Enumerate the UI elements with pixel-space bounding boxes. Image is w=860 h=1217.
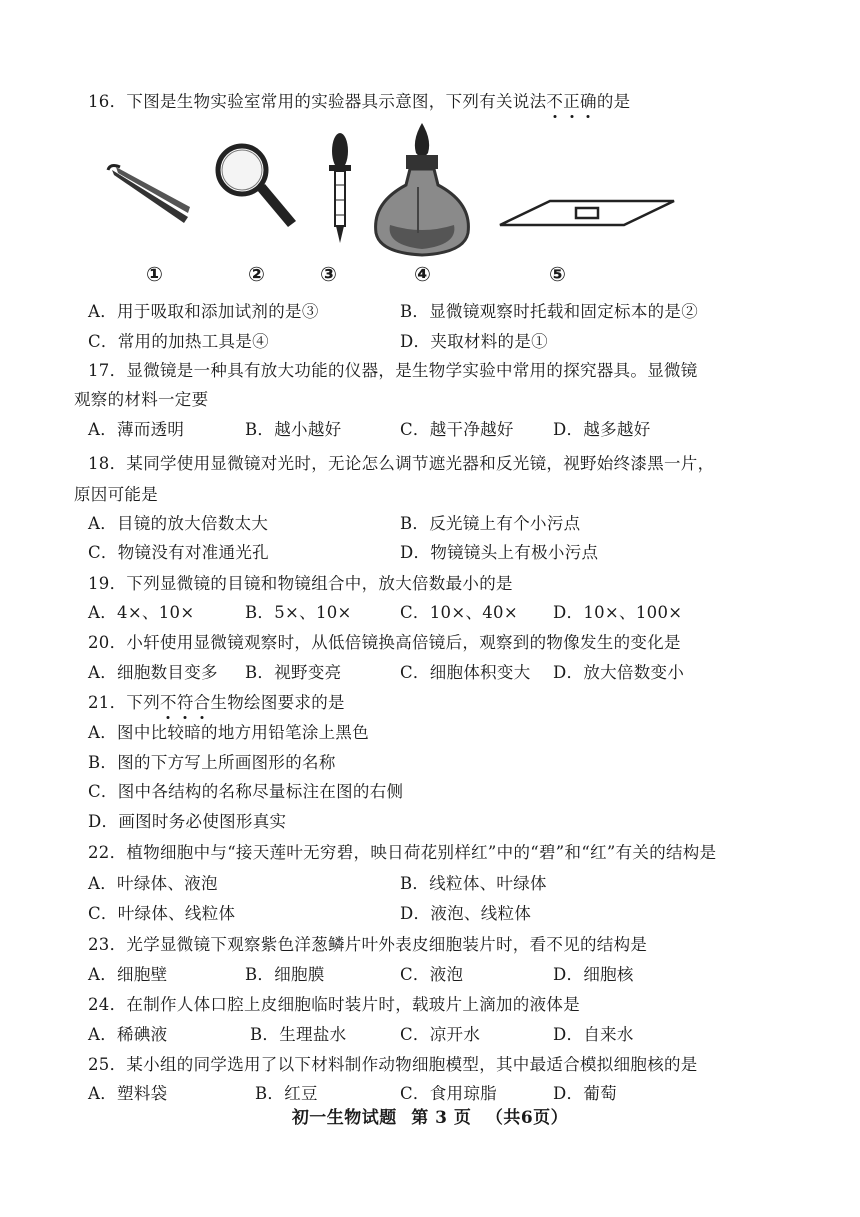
q21-stem-prefix: 21．下列 (88, 693, 160, 712)
q17-option-c[interactable]: C．越干净越好 (400, 420, 514, 439)
q21-option-c[interactable]: C．图中各结构的名称尽量标注在图的右侧 (88, 782, 404, 801)
q20-stem: 20．小轩使用显微镜观察时，从低倍镜换高倍镜后，观察到的物像发生的变化是 (88, 633, 681, 652)
q24-option-a[interactable]: A．稀碘液 (88, 1025, 168, 1044)
q20-option-b[interactable]: B．视野变亮 (245, 663, 342, 682)
q19-option-c[interactable]: C．10×、40× (400, 603, 518, 622)
footer-page: 第 3 页 (411, 1108, 472, 1128)
q24-stem: 24．在制作人体口腔上皮细胞临时装片时，载玻片上滴加的液体是 (88, 995, 580, 1014)
q19-option-d[interactable]: D．10×、100× (553, 603, 683, 622)
q21-option-a[interactable]: A．图中比较暗的地方用铅笔涂上黑色 (88, 723, 370, 742)
slide-icon (500, 201, 674, 225)
q24-option-b[interactable]: B．生理盐水 (250, 1025, 347, 1044)
q25-option-c[interactable]: C．食用琼脂 (400, 1084, 497, 1103)
q20-option-a[interactable]: A．细胞数目变多 (88, 663, 218, 682)
q16-stem-suffix: 的是 (596, 92, 631, 111)
alcohol-lamp-icon (376, 123, 469, 255)
figure-label-4: ④ (414, 262, 431, 286)
q16-option-c[interactable]: C．常用的加热工具是④ (88, 332, 269, 351)
q16-option-b[interactable]: B．显微镜观察时托载和固定标本的是② (400, 302, 699, 321)
q17-stem-line-1: 17．显微镜是一种具有放大功能的仪器，是生物学实验中常用的探究器具。显微镜 (88, 361, 698, 380)
q21-emphasis (160, 693, 210, 712)
q23-option-d[interactable]: D．细胞核 (553, 965, 634, 984)
q22-option-a[interactable]: A．叶绿体、液泡 (88, 874, 218, 893)
q24-option-d[interactable]: D．自来水 (553, 1025, 634, 1044)
q18-stem-line-1: 18．某同学使用显微镜对光时，无论怎么调节遮光器和反光镜，视野始终漆黑一片， (88, 454, 715, 473)
q21-emph-char-2: 符 (177, 689, 194, 713)
q18-option-a[interactable]: A．目镜的放大倍数太大 (88, 514, 269, 533)
q20-option-d[interactable]: D．放大倍数变小 (553, 663, 685, 682)
q18-option-b[interactable]: B．反光镜上有个小污点 (400, 514, 581, 533)
q19-stem: 19．下列显微镜的目镜和物镜组合中，放大倍数最小的是 (88, 574, 513, 593)
q25-option-b[interactable]: B．红豆 (255, 1084, 318, 1103)
q16-option-d[interactable]: D．夹取材料的是① (400, 332, 548, 351)
lab-equipment-figure (100, 115, 700, 290)
q21-option-d[interactable]: D．画图时务必使图形真实 (88, 812, 287, 831)
q25-option-d[interactable]: D．葡萄 (553, 1084, 617, 1103)
q18-option-d[interactable]: D．物镜镜头上有极小污点 (400, 543, 599, 562)
tweezers-icon (108, 166, 190, 223)
footer-subject: 初一生物试题 (291, 1108, 397, 1128)
q22-option-d[interactable]: D．液泡、线粒体 (400, 904, 532, 923)
q17-stem-line-2: 观察的材料一定要 (74, 390, 209, 409)
q23-option-a[interactable]: A．细胞壁 (88, 965, 168, 984)
figure-label-5: ⑤ (549, 262, 566, 286)
q16-emphasis (546, 92, 596, 111)
q16-emph-char-3: 确 (580, 88, 597, 112)
dropper-icon (329, 133, 351, 243)
q24-option-c[interactable]: C．凉开水 (400, 1025, 481, 1044)
q21-emph-char-1: 不 (160, 689, 177, 713)
question-16-stem (88, 88, 630, 112)
magnifier-icon (218, 146, 296, 227)
q18-option-c[interactable]: C．物镜没有对准通光孔 (88, 543, 269, 562)
figure-label-3: ③ (320, 262, 337, 286)
q17-option-b[interactable]: B．越小越好 (245, 420, 342, 439)
q17-option-a[interactable]: A．薄而透明 (88, 420, 185, 439)
q19-option-b[interactable]: B．5×、10× (245, 603, 352, 622)
q21-emph-char-3: 合 (194, 689, 211, 713)
q23-stem: 23．光学显微镜下观察紫色洋葱鳞片叶外表皮细胞装片时，看不见的结构是 (88, 935, 648, 954)
q25-option-a[interactable]: A．塑料袋 (88, 1084, 168, 1103)
q21-stem-suffix: 生物绘图要求的是 (210, 693, 345, 712)
q21-stem (88, 689, 345, 713)
page-footer (0, 1103, 860, 1128)
q16-option-a[interactable]: A．用于吸取和添加试剂的是③ (88, 302, 319, 321)
figure-label-2: ② (248, 262, 265, 286)
q22-option-b[interactable]: B．线粒体、叶绿体 (400, 874, 547, 893)
q23-option-b[interactable]: B．细胞膜 (245, 965, 325, 984)
q22-option-c[interactable]: C．叶绿体、线粒体 (88, 904, 236, 923)
q16-emph-char-2: 正 (563, 88, 580, 112)
q20-option-c[interactable]: C．细胞体积变大 (400, 663, 531, 682)
q18-stem-line-2: 原因可能是 (74, 485, 158, 504)
q23-option-c[interactable]: C．液泡 (400, 965, 464, 984)
q16-stem-prefix: 16．下图是生物实验室常用的实验器具示意图，下列有关说法 (88, 92, 547, 111)
q21-option-b[interactable]: B．图的下方写上所画图形的名称 (88, 753, 336, 772)
q19-option-a[interactable]: A．4×、10× (88, 603, 195, 622)
q22-stem: 22．植物细胞中与“接天莲叶无穷碧，映日荷花别样红”中的“碧”和“红”有关的结构是 (88, 843, 717, 862)
q17-option-d[interactable]: D．越多越好 (553, 420, 651, 439)
q16-emph-char-1: 不 (546, 88, 563, 112)
q25-stem: 25．某小组的同学选用了以下材料制作动物细胞模型，其中最适合模拟细胞核的是 (88, 1055, 698, 1074)
footer-total: （共6页） (485, 1108, 569, 1128)
figure-label-1: ① (146, 262, 163, 286)
